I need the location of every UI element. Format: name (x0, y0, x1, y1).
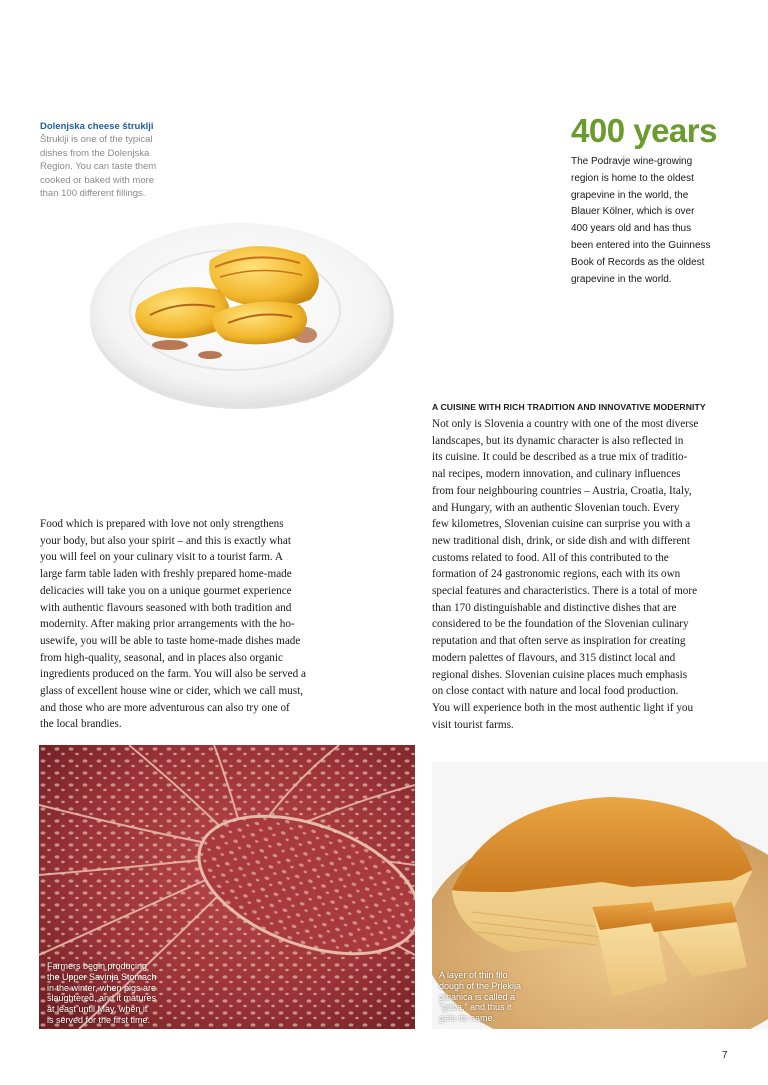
body-line: large farm table laden with freshly prepared home-made (40, 568, 292, 581)
body-line: landscapes, but its dynamic character is also reflected in (432, 434, 684, 447)
body-line: usewife, you will be able to taste home-made dishes made (40, 634, 301, 647)
struklji-caption-line: dishes from the Dolenjska (40, 147, 150, 159)
body-line: few kilometres, Slovenian cuisine can surprise you with a (432, 518, 691, 531)
body-line: special features and characteristics. There is a total of more (432, 585, 698, 598)
body-line: Food which is prepared with love not only strengthens (40, 518, 284, 530)
caption-line: gets its name. (439, 1013, 496, 1024)
body-line: and Hungary, with an authentic Slovenian touch. Every (432, 501, 680, 514)
fact-box-line: region is home to the oldest (571, 172, 694, 184)
caption-line: slaughtered, and it matures (47, 993, 157, 1004)
caption-line: Farmers begin producing (47, 961, 148, 971)
struklji-caption-title: Dolenjska cheese štruklji (40, 121, 154, 132)
body-line: considered to be the foundation of the Slovenian culinary (432, 618, 689, 631)
salami-photo (39, 745, 415, 1029)
cuisine-body-text (432, 416, 732, 733)
fact-box-line: Blauer Kölner, which is over (571, 206, 695, 218)
salami-photo-caption (47, 961, 157, 1026)
struklji-caption-line: Štruklji is one of the typical (40, 134, 153, 146)
fact-box-line: been entered into the Guinness (571, 239, 711, 251)
body-line: modernity. After making prior arrangements with the ho- (40, 618, 295, 631)
struklji-caption-line: cooked or baked with more (40, 174, 155, 186)
fact-box-text (571, 154, 736, 288)
body-line: glass of excellent house wine or cider, which we call must, (40, 685, 303, 698)
body-line: You will experience both in the most authentic light if you (432, 701, 694, 714)
body-line: from four neighbouring countries – Austria, Croatia, Italy, (432, 484, 692, 497)
body-line: the local brandies. (40, 718, 122, 731)
body-line: delicacies will take you on a unique gourmet experience (40, 584, 292, 597)
body-line: reputation and that often serve as inspiration for creating (432, 635, 686, 648)
caption-line: gibanica is called a (439, 991, 516, 1002)
body-line: than 170 distinguishable and distinctive dishes that are (432, 601, 677, 614)
body-line: you will feel on your culinary visit to a tourist farm. A (40, 551, 283, 564)
body-line: from high-quality, seasonal, and in places also organic (40, 651, 283, 664)
body-line: your body, but also your spirit – and this is exactly what (40, 534, 291, 547)
body-line: on close contact with nature and local food production. (432, 685, 679, 698)
page-number: 7 (722, 1050, 728, 1061)
body-line: regional dishes. Slovenian cuisine places much emphasis (432, 668, 688, 681)
struklji-caption-line: than 100 different fillings. (40, 188, 146, 200)
body-line: formation of 24 gastronomic regions, each with its own (432, 568, 681, 581)
struklji-caption-line: Region. You can taste them (40, 161, 157, 173)
fact-box-line: grapevine in the world, the (571, 189, 689, 201)
caption-line: is served for the first time. (47, 1014, 151, 1025)
body-line: with authentic flavours seasoned with both tradition and (40, 601, 292, 614)
caption-line: “güba,” and thus it (439, 1002, 512, 1013)
body-line: new traditional dish, drink, or side dish and with different (432, 534, 690, 547)
body-line: Not only is Slovenia a country with one of the most diverse (432, 418, 699, 430)
caption-line: in the winter, when pigs are (47, 982, 157, 993)
body-line: modern palettes of flavours, and 315 distinct local and (432, 651, 676, 664)
fact-box-line: The Podravje wine-growing (571, 156, 693, 167)
caption-line: A layer of thin filo (439, 970, 508, 980)
body-line: customs related to food. All of this contributed to the (432, 551, 669, 564)
fact-box-title: 400 years (571, 112, 717, 149)
gibanica-photo (432, 762, 768, 1029)
body-line: ingredients produced on the farm. You will also be served a (40, 668, 306, 681)
fact-box-line: Book of Records as the oldest (571, 256, 705, 268)
fact-box (571, 111, 736, 288)
section-heading: A CUISINE WITH RICH TRADITION AND INNOVATIVE MODERNITY (432, 402, 706, 412)
caption-line: dough of the Prlekija (439, 980, 522, 991)
caption-line: at least until May, when it (47, 1004, 148, 1015)
fact-box-line: grapevine in the world. (571, 273, 672, 285)
struklji-plate-image (30, 205, 395, 415)
caption-line: the Upper Savinja Stomach (47, 971, 157, 982)
body-line: its cuisine. It could be described as a true mix of traditio- (432, 451, 688, 464)
struklji-caption (40, 120, 170, 200)
body-line: nal recipes, modern innovation, and culinary influences (432, 468, 681, 481)
body-line: visit tourist farms. (432, 718, 514, 731)
intro-body-text (40, 516, 340, 733)
gibanica-photo-caption (439, 970, 521, 1024)
body-line: and those who are more adventurous can also try one of (40, 701, 290, 714)
fact-box-line: 400 years old and has thus (571, 223, 692, 235)
